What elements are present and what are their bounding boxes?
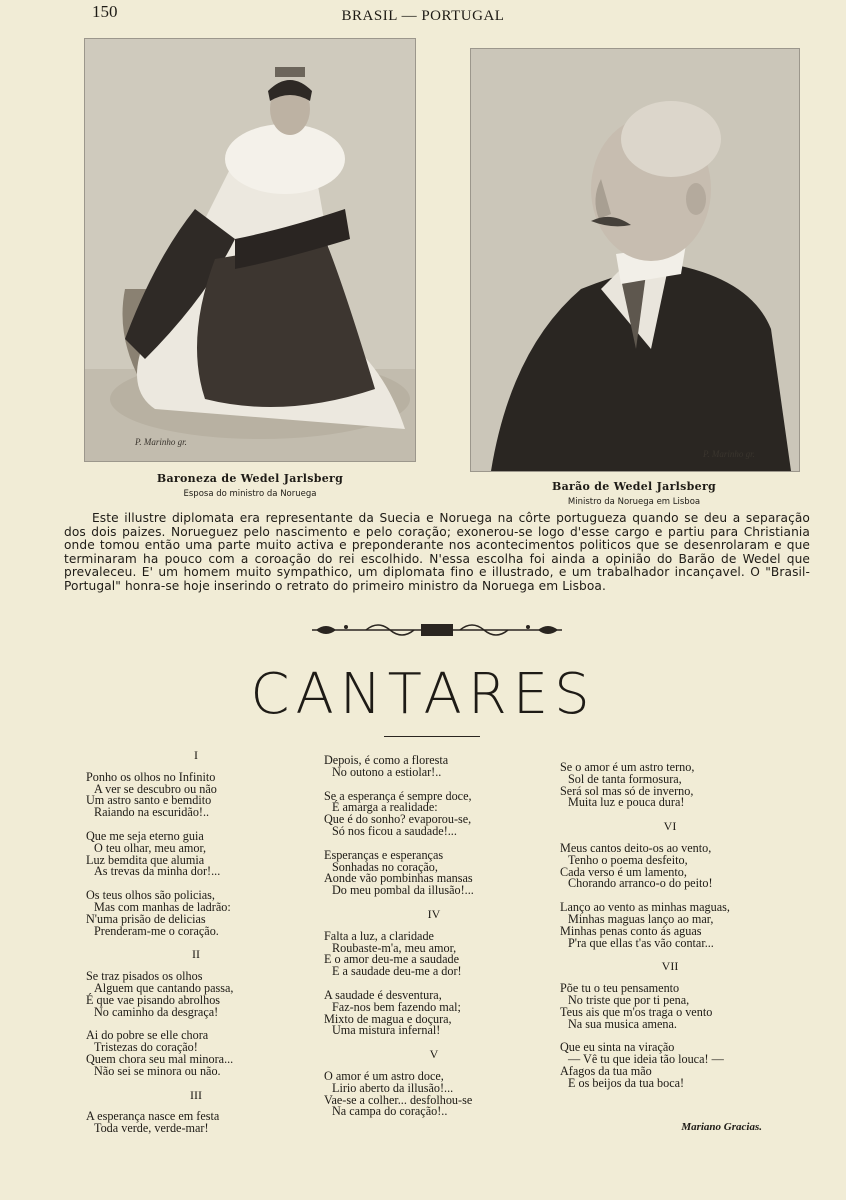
verse-line: Que é do sonho? evaporou-se, bbox=[324, 812, 472, 827]
verse-line: Falta a luz, a claridade bbox=[324, 928, 434, 943]
verse-line: Na sua musica amena. bbox=[568, 1016, 677, 1031]
caption-subtitle: Ministro da Noruega em Lisboa bbox=[567, 497, 701, 507]
verse-line: Minhas maguas lanço ao mar, bbox=[568, 911, 714, 926]
verse-line: E o amor deu-me a saudade bbox=[324, 952, 460, 967]
verse-line: A esperança nasce em festa bbox=[86, 1109, 220, 1124]
stanza bbox=[86, 1111, 306, 1135]
verse-line: A ver se descubro ou não bbox=[94, 781, 217, 796]
verse-line: Prenderam-me o coração. bbox=[94, 923, 219, 938]
verse-line: Não sei se minora ou não. bbox=[94, 1063, 221, 1078]
verse-line: No outono a estiolar!.. bbox=[332, 764, 442, 779]
author-signature: Mariano Gracias. bbox=[681, 1121, 762, 1133]
verse-line: As trevas da minha dor!... bbox=[94, 864, 221, 879]
verse-line: Lirio aberto da illusão!... bbox=[332, 1080, 454, 1095]
title-rule bbox=[384, 736, 480, 737]
verse-line: Tristezas do coração! bbox=[94, 1040, 198, 1055]
verse-line: Os teus olhos são policias, bbox=[86, 888, 215, 903]
verse-line: Na campa do coração!.. bbox=[332, 1104, 448, 1119]
verse-line: Se o amor é um astro terno, bbox=[560, 760, 695, 774]
verse-line: O teu olhar, meu amor, bbox=[94, 840, 207, 855]
verse-line: E os beijos da tua boca! bbox=[568, 1075, 685, 1090]
verse-line: Ponho os olhos no Infinito bbox=[86, 769, 216, 784]
engraver-credit: P. Marinho gr. bbox=[703, 449, 755, 459]
verse-line: Chorando arranco-o do peito! bbox=[568, 876, 713, 891]
running-header: BRASIL — PORTUGAL bbox=[341, 8, 505, 24]
stanza bbox=[86, 890, 306, 937]
caption-name: Baroneza de Wedel Jarlsberg bbox=[156, 472, 344, 485]
verse-line: Cada verso é um lamento, bbox=[560, 864, 687, 879]
stanza bbox=[560, 983, 780, 1030]
caption-baron bbox=[534, 480, 734, 507]
portrait-baron bbox=[470, 48, 800, 472]
verse-line: Que me seja eterno guia bbox=[86, 828, 204, 843]
stanza-numeral: III bbox=[190, 1087, 202, 1102]
verse-line: Teus ais que m'os traga o vento bbox=[560, 1004, 713, 1019]
stanza-numeral: I bbox=[194, 748, 198, 762]
stanza-numeral: V bbox=[429, 1047, 439, 1062]
engraver-credit: P. Marinho gr. bbox=[135, 437, 187, 447]
portrait-baron-image bbox=[471, 49, 799, 471]
portrait-baroness-image bbox=[85, 39, 415, 461]
poem-column-2 bbox=[324, 755, 544, 1130]
stanza bbox=[324, 928, 544, 979]
stanza-numeral: VI bbox=[663, 819, 677, 834]
verse-line: Lanço ao vento as minhas maguas, bbox=[560, 900, 730, 915]
stanza bbox=[86, 1030, 306, 1077]
verse-line: Meus cantos deito-os ao vento, bbox=[560, 840, 712, 855]
caption-subtitle: Esposa do ministro da Noruega bbox=[183, 489, 317, 499]
verse-line: É que vae pisando abrolhos bbox=[86, 992, 221, 1007]
verse-line: Esperanças e esperanças bbox=[324, 847, 444, 862]
poem-title: CANTARES bbox=[250, 662, 596, 727]
stanza bbox=[324, 847, 544, 898]
verse-line: Toda verde, verde-mar! bbox=[94, 1121, 209, 1136]
verse-line: Depois, é como a floresta bbox=[324, 753, 449, 767]
portrait-baroness bbox=[84, 38, 416, 462]
verse-line: — Vê tu que ideia tão louca! — bbox=[568, 1052, 724, 1067]
verse-line: Se traz pisados os olhos bbox=[86, 969, 203, 984]
verse-line: P'ra que ellas t'as vão contar... bbox=[568, 935, 714, 950]
verse-line: Vae-se a colher... desfolhou-se bbox=[324, 1092, 473, 1107]
stanza bbox=[86, 769, 306, 820]
stanza bbox=[324, 788, 544, 838]
caption-baroness bbox=[150, 472, 350, 499]
verse-line: Afagos da tua mão bbox=[560, 1063, 652, 1078]
verse-line: No triste que por ti pena, bbox=[568, 992, 690, 1007]
verse-line: Tenho o poema desfeito, bbox=[568, 852, 688, 867]
floral-ornament bbox=[306, 618, 568, 642]
verse-line: Se a esperança é sempre doce, bbox=[324, 788, 472, 803]
verse-line: Raiando na escuridão!.. bbox=[94, 805, 210, 820]
verse-line: Mas com manhas de ladrão: bbox=[94, 899, 231, 914]
verse-line: Só nos ficou a saudade!... bbox=[332, 823, 457, 838]
verse-line: N'uma prisão de delicias bbox=[86, 911, 206, 926]
stanza bbox=[86, 971, 306, 1018]
verse-line: Uma mistura infernal! bbox=[332, 1023, 441, 1038]
stanza bbox=[560, 762, 780, 809]
stanza bbox=[560, 902, 780, 949]
verse-line: Minhas penas conto ás aguas bbox=[560, 923, 702, 938]
stanza-numeral: IV bbox=[427, 906, 441, 921]
verse-line: No caminho da desgraça! bbox=[94, 1004, 219, 1019]
stanza bbox=[324, 987, 544, 1038]
stanza-numeral: VII bbox=[661, 959, 679, 974]
caption-name: Barão de Wedel Jarlsberg bbox=[551, 480, 717, 493]
intro-paragraph bbox=[64, 512, 810, 593]
verse-line: Põe tu o teu pensamento bbox=[560, 981, 680, 996]
verse-line: Aonde vão pombinhas mansas bbox=[324, 871, 473, 886]
verse-line: Um astro santo e bemdito bbox=[86, 793, 212, 808]
stanza bbox=[86, 828, 306, 879]
verse-line: Muita luz e pouca dura! bbox=[568, 795, 685, 810]
verse-line: Faz-nos bem fazendo mal; bbox=[332, 999, 461, 1014]
page-number: 150 bbox=[92, 2, 118, 21]
stanza-numeral: II bbox=[192, 947, 200, 962]
verse-line: E a saudade deu-me a dor! bbox=[332, 964, 462, 979]
verse-line: É amarga a realidade: bbox=[332, 800, 438, 815]
verse-line: Sol de tanta formosura, bbox=[568, 771, 682, 786]
verse-line: A saudade é desventura, bbox=[324, 987, 442, 1002]
verse-line: Mixto de magua e doçura, bbox=[324, 1011, 452, 1026]
verse-line: Alguem que cantando passa, bbox=[94, 980, 234, 995]
verse-line: Que eu sinta na viração bbox=[560, 1040, 675, 1055]
verse-line: Roubaste-m'a, meu amor, bbox=[332, 940, 457, 955]
poem-column-1 bbox=[86, 748, 306, 1147]
verse-line: Será sol mas só de inverno, bbox=[560, 783, 694, 798]
verse-line: Quem chora seu mal minora... bbox=[86, 1051, 234, 1066]
stanza bbox=[324, 1068, 544, 1119]
stanza bbox=[560, 1042, 780, 1089]
verse-line: Ai do pobre se elle chora bbox=[86, 1028, 209, 1043]
intro-text: Este illustre diplomata era representante da Suecia e Noruega na côrte portugueza quando se deu a separação dos dois paizes. Norueguez pelo nascimento e pelo coração; exonerou-se logo d'esse cargo e partiu para Christiania onde tomou então uma parte muito activa e preponderante nos acontecimentos politicos que se desenrolaram e que terminaram ha pouco com a coroação do rei escolhido. N'essa escolha foi ainda a opinião do Barão de Wedel que prevaleceu. E' um homem muito sympathico, um diplomata fino e illustrado, e um trabalhador incançavel. O "Brasil-Portugal" honra-se hoje inserindo o retrato do primeiro ministro da Noruega em Lisboa. bbox=[64, 511, 810, 593]
verse-line: O amor é um astro doce, bbox=[324, 1068, 444, 1083]
verse-line: Sonhadas no coração, bbox=[332, 859, 438, 874]
stanza bbox=[324, 755, 544, 779]
poem-column-3 bbox=[560, 762, 780, 1102]
verse-line: Luz bemdita que alumia bbox=[86, 852, 205, 867]
verse-line: Do meu pombal da illusão!... bbox=[332, 883, 474, 898]
stanza bbox=[560, 840, 780, 891]
